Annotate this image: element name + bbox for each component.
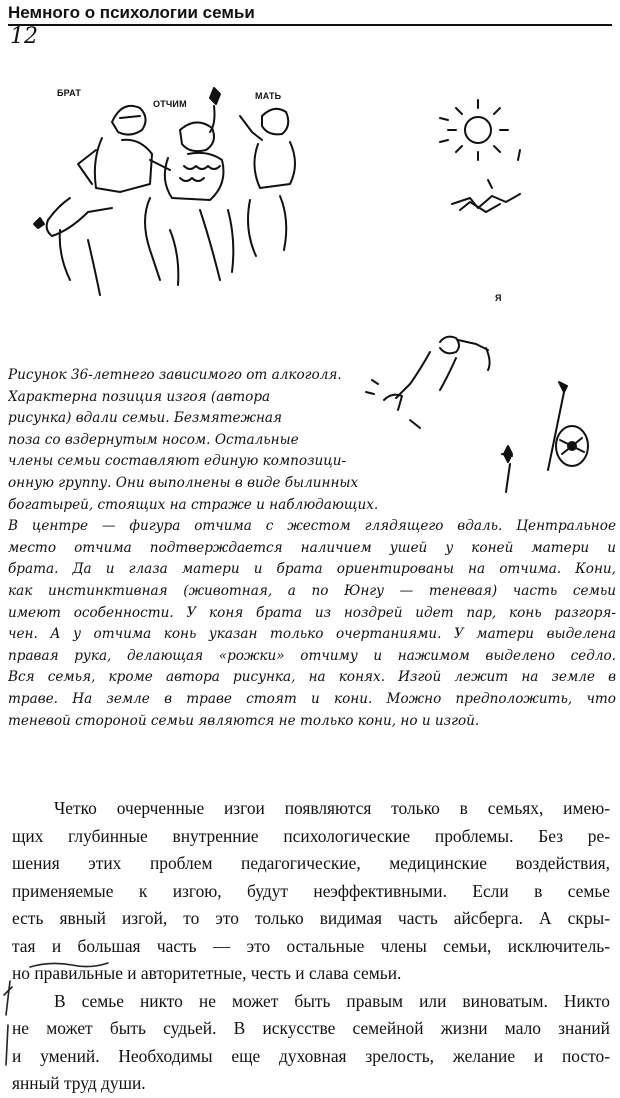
caption-line: правая рука, делающая «рожки» отчиму и нажимом выделено седло. bbox=[8, 647, 616, 664]
body-line: щих глубинные внутренние психологические проблемы. Без ре- bbox=[12, 825, 610, 846]
caption-line: Рисунок 36-летнего зависимого от алкоголя. bbox=[8, 367, 342, 383]
caption-line: рисунка) вдали семьи. Безмятежная bbox=[8, 410, 283, 427]
header-title: Немного о психологии семьи bbox=[8, 3, 255, 22]
caption-line: В центре — фигура отчима с жестом глядящего вдаль. Центральное bbox=[8, 518, 616, 535]
figure-label-stepfather: ОТЧИМ bbox=[153, 99, 187, 109]
caption-line: онную группу. Они выполнены в виде былинных bbox=[8, 474, 359, 491]
body-line: Четко очерченные изгои появляются только в семьях, имею- bbox=[54, 798, 610, 818]
caption-line: брата. Да и глаза матери и брата ориентированы на отчима. Кони, bbox=[8, 561, 616, 578]
page-number: 12 bbox=[10, 24, 38, 49]
caption-line: члены семьи составляют единую композици- bbox=[8, 453, 347, 470]
body-line: тая и большая часть — это остальные члены семьи, исключитель- bbox=[12, 935, 610, 956]
body-line: янный труд души. bbox=[12, 1073, 146, 1093]
body-line: но правильные и авторитетные, честь и слава семьи. bbox=[12, 963, 402, 983]
body-line: В семье никто не может быть правым или виноватым. Никто bbox=[54, 990, 610, 1011]
body-line: не может быть судьей. В искусстве семейной жизни мало знаний bbox=[12, 1018, 610, 1038]
figure-caption bbox=[8, 365, 616, 732]
mother-rider-sketch bbox=[228, 109, 295, 272]
figure-label-brother: БРАТ bbox=[57, 88, 82, 98]
body-line: шения этих проблем педагогические, медицинские воздействия, bbox=[12, 853, 610, 873]
caption-line: теневой стороной семьи являются не только кони, но и изгой. bbox=[8, 712, 480, 729]
sun-sketch bbox=[440, 100, 520, 160]
caption-line: как инстинктивная (животная, а по Юнгу — теневая) часть семьи bbox=[8, 582, 616, 599]
figure-label-me: Я bbox=[495, 293, 502, 303]
body-line: и умений. Необходимы еще духовная зрелость, желание и посто- bbox=[12, 1045, 610, 1066]
figure-label-mother: МАТЬ bbox=[255, 91, 282, 101]
caption-line: имеют особенности. У коня брата из ноздрей идет пар, конь разгоря- bbox=[8, 604, 616, 621]
body-line: есть явный изгой, то это только видимая часть айсберга. А скры- bbox=[12, 908, 610, 928]
caption-line: поза со вздернутым носом. Остальные bbox=[8, 431, 299, 448]
caption-line: место отчима подтверждается наличием ушей у коней матери и bbox=[8, 539, 616, 556]
body-line: применяемые к изгою, будут неэффективными. Если в семье bbox=[12, 880, 610, 901]
caption-line: чен. А у отчима конь указан только очертаниями. У матери выделена bbox=[8, 626, 616, 643]
handwritten-margin-marks bbox=[0, 955, 120, 1077]
caption-line: Характерна позиция изгоя (автора bbox=[8, 388, 271, 405]
bird-sketch bbox=[452, 180, 520, 212]
running-header bbox=[8, 2, 612, 26]
caption-line: траве. На земле в траве стоят и кони. Можно предположить, что bbox=[8, 690, 616, 707]
caption-line: богатырей, стоящих на страже и наблюдающих. bbox=[8, 496, 379, 513]
caption-line: Вся семья, кроме автора рисунка, на конях. Изгой лежит на земле в bbox=[8, 669, 616, 686]
stepfather-rider-sketch bbox=[145, 88, 224, 285]
